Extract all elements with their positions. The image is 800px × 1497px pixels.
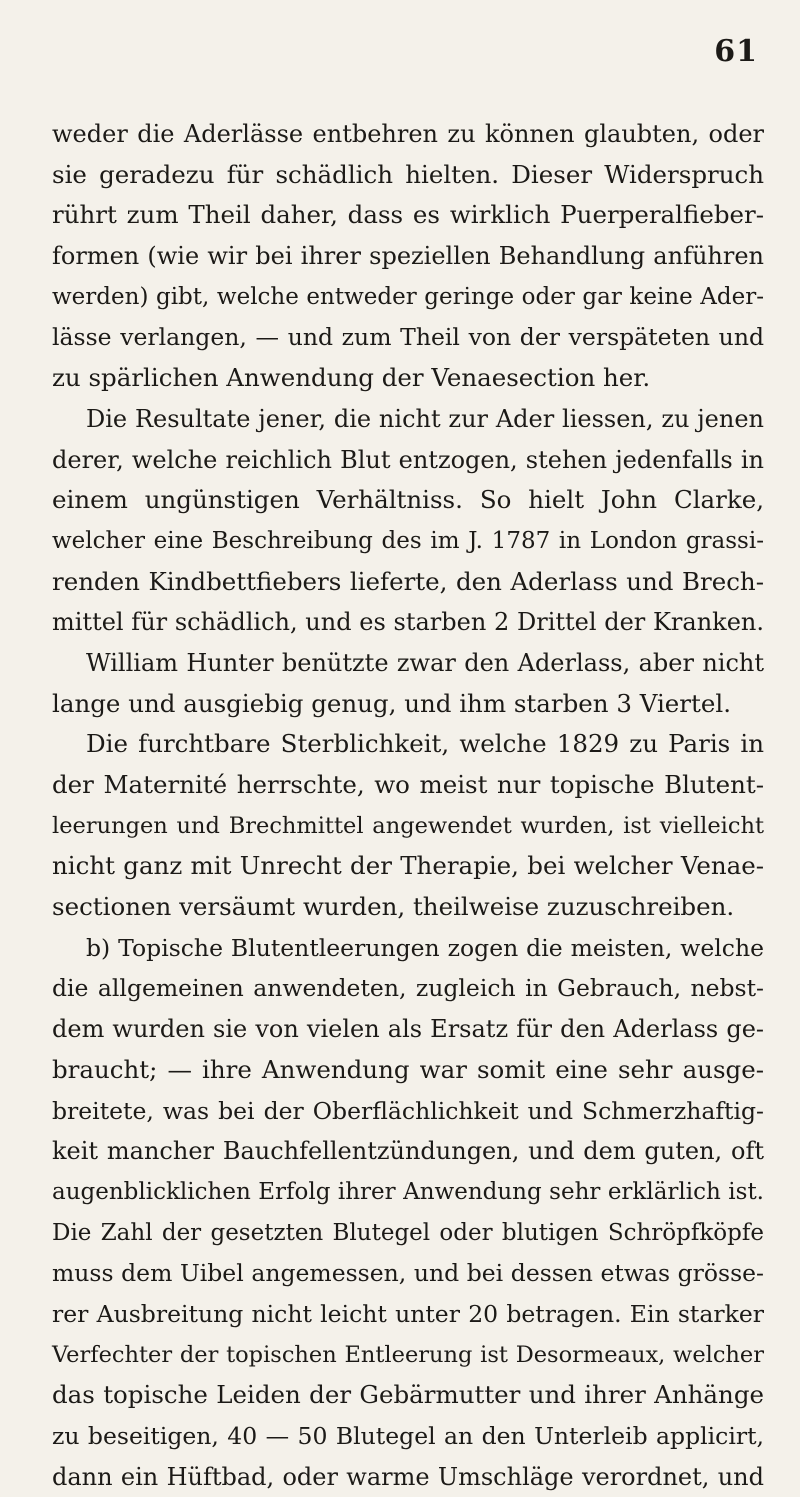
text-line: die allgemeinen anwendeten, zugleich in Gebrauch, nebst- [52,974,764,1003]
text-line: dem wurden sie von vielen als Ersatz für den Aderlass ge- [52,1015,764,1044]
text-line: keit mancher Bauchfellentzündungen, und dem guten, oft [52,1137,764,1166]
text-line: lässe verlangen, — und zum Theil von der verspäteten und [52,323,764,352]
text-line: sectionen versäumt wurden, theilweise zuzuschreiben. [52,892,735,922]
text-line: werden) gibt, welche entweder geringe oder gar keine Ader- [52,283,764,310]
text-line: Verfechter der topischen Entleerung ist Desormeaux, welcher [52,1341,764,1368]
text-line: welcher eine Beschreibung des im J. 1787 in London grassi- [52,527,764,554]
text-line: der Maternité herrschte, wo meist nur topische Blutent- [52,770,764,799]
text-line: lange und ausgiebig genug, und ihm starben 3 Viertel. [52,688,731,718]
text-line: b) Topische Blutentleerungen zogen die meisten, welche [86,933,764,962]
text-line: Die furchtbare Sterblichkeit, welche 1829 zu Paris in [86,729,764,759]
text-line: weder die Aderlässe entbehren zu können glaubten, oder [52,120,764,148]
body-text [52,114,764,1497]
text-line: muss dem Uibel angemessen, und bei dessen etwas grösse- [52,1259,764,1288]
text-line: renden Kindbettfiebers lieferte, den Aderlass und Brech- [52,566,764,596]
text-line: sie geradezu für schädlich hielten. Dieser Widerspruch [52,159,764,189]
text-line: das topische Leiden der Gebärmutter und ihrer Anhänge [52,1380,764,1410]
text-line: mittel für schädlich, und es starben 2 Drittel der Kranken. [52,608,764,637]
text-line: zu beseitigen, 40 — 50 Blutegel an den Unterleib applicirt, [52,1422,764,1450]
text-line: zu spärlichen Anwendung der Venaesection her. [52,363,651,393]
page-number: 61 [714,34,758,69]
text-line: rührt zum Theil daher, dass es wirklich Puerperalfieber- [52,200,764,230]
text-line: leerungen und Brechmittel angewendet wurden, ist vielleicht [52,812,764,839]
text-line: formen (wie wir bei ihrer speziellen Behandlung anführen [52,242,764,271]
text-line: rer Ausbreitung nicht leicht unter 20 betragen. Ein starker [52,1299,764,1328]
text-line: dann ein Hüftbad, oder warme Umschläge verordnet, und [52,1462,764,1491]
text-line: Die Zahl der gesetzten Blutegel oder blutigen Schröpfköpfe [52,1219,764,1246]
text-line: nicht ganz mit Unrecht der Therapie, bei welcher Venae- [52,851,764,881]
text-line: Die Resultate jener, die nicht zur Ader liessen, zu jenen [86,404,764,433]
text-line: William Hunter benützte zwar den Aderlass, aber nicht [86,648,764,677]
text-line: einem ungünstigen Verhältniss. So hielt John Clarke, [52,485,764,515]
text-line: augenblicklichen Erfolg ihrer Anwendung sehr erklärlich ist. [52,1178,764,1205]
text-line: breitete, was bei der Oberflächlichkeit und Schmerzhaftig- [52,1096,764,1125]
text-line: derer, welche reichlich Blut entzogen, stehen jedenfalls in [52,445,764,474]
text-line: braucht; — ihre Anwendung war somit eine sehr ausge- [52,1054,764,1084]
